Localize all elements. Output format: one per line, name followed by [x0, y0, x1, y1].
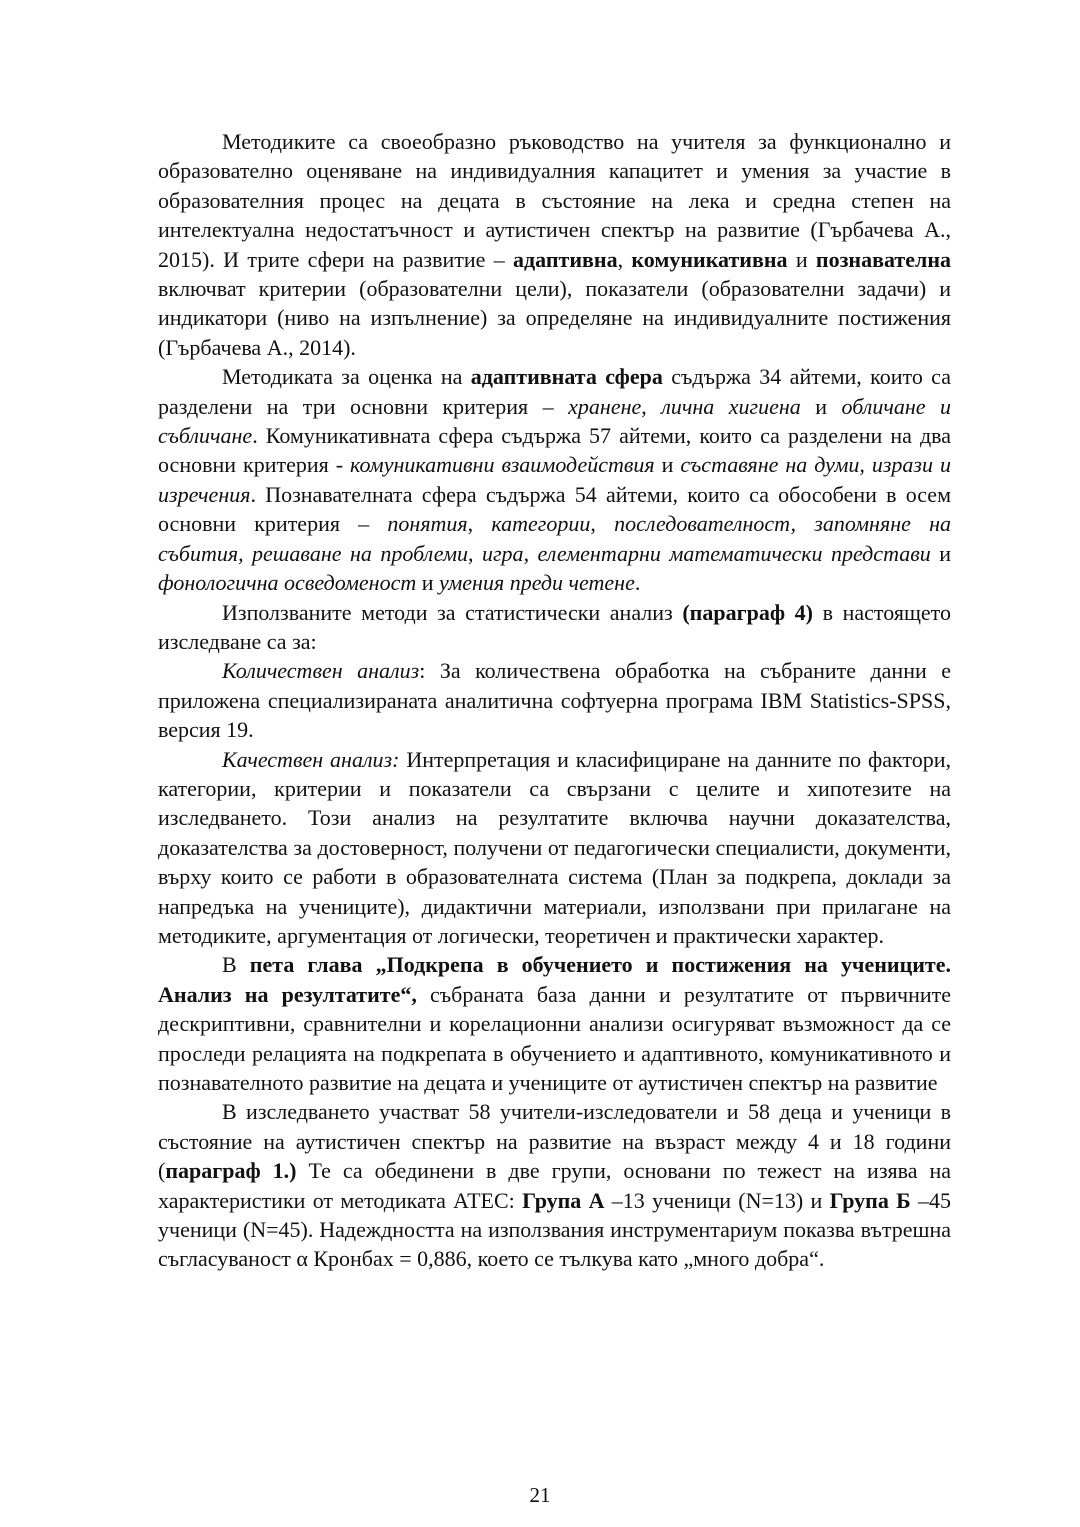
italic-run: Количествен анализ [222, 658, 420, 684]
bold-run: адаптивна [513, 246, 618, 272]
paragraph-qualitative-analysis [158, 745, 951, 951]
text-run: Методиките са своеобразно ръководство на учителя за функционално и образователно оценяване на индивидуалния капацитет и умения за участие в образователния процес на децата в състояние на лека и средна степен на интелектуална недостатъчност и аутистичен спектър на развитие (Гърбачева А., 2015). И трите сфери на развитие – [158, 129, 951, 272]
italic-run: съставяне на думи, изрази и изречения [158, 452, 951, 507]
italic-run: понятия [387, 511, 468, 537]
text-run: . Познавателната сфера съдържа 54 айтеми, които са обособени в осем основни критерия – [158, 481, 951, 537]
text-run: и [930, 540, 952, 566]
text-run: Използваните методи за статистически анализ [222, 599, 683, 625]
page-body [158, 127, 951, 1274]
text-run: и [416, 570, 440, 596]
text-run: : За количествена обработка на събраните данни е приложена специализираната аналитична софтуерна програма IBM Statistics-SPSS, версия 19. [158, 658, 951, 743]
italic-run: игра [481, 540, 524, 566]
text-run: –13 ученици (N=13) и [604, 1187, 830, 1213]
italic-run: хранене [568, 393, 642, 419]
text-run: Методиката за оценка на [222, 364, 471, 390]
text-run: в настоящето изследване са за: [158, 599, 951, 654]
italic-run: умения преди четене [439, 570, 635, 596]
text-run: и [787, 246, 816, 272]
bold-run: познавателна [815, 246, 951, 272]
text-run: В [222, 952, 250, 978]
paragraph-chapter-five [158, 950, 951, 1097]
italic-run: лична хигиена [661, 393, 801, 419]
text-run: Интерпретация и класифициране на данните по фактори, категории, критерии и показатели са свързани с целите и хипотезите на изследването. Този анализ на резултатите включва научни доказателства, доказателства за достоверност, получени от педагогически специалисти, документи, върху които се работи в образователната система (План за подкрепа, доклади за напредъка на учениците), дидактични материали, използвани при прилагане на методиките, аргументация от логически, теоретичен и практически характер. [158, 746, 951, 948]
text-run: и [654, 452, 681, 478]
italic-run: обличане и събличане [158, 393, 952, 449]
text-run: В изследването участват 58 учители-изследователи и 58 деца и ученици в състояние на аутистичен спектър на развитие на възраст между 4 и 18 години ( [158, 1099, 951, 1184]
text-run: –45 ученици (N=45). Надеждността на използвания инструментариум показва вътрешна съгласуваност α Кронбах = 0,886, което се тълкува като „много добра“. [158, 1187, 951, 1272]
text-run: , [641, 393, 662, 419]
paragraph-statistical-methods [158, 598, 951, 657]
bold-run: Група А [522, 1187, 605, 1213]
italic-run: елементарни математически представи [537, 540, 931, 566]
text-run: , [467, 511, 492, 537]
bold-run: (параграф 4) [682, 599, 813, 625]
italic-run: фонологична осведоменост [158, 570, 417, 596]
italic-run: категории [491, 511, 591, 537]
italic-run: комуникативни взаимодействия [350, 452, 655, 478]
text-run: и [800, 393, 842, 419]
paragraph-participants [158, 1097, 951, 1273]
bold-run: пета глава „Подкрепа в обучението и постижения на учениците. Анализ на резултатите“, [158, 952, 951, 1007]
text-run: събраната база данни и резултатите от първичните дескриптивни, сравнителни и корелационни анализи осигуряват възможност да се проследи релацията на подкрепата в обучението и адаптивното, комуникативното и познавателното развитие на децата и учениците от аутистичен спектър на развитие [158, 981, 951, 1095]
bold-run: параграф 1.) [165, 1158, 297, 1184]
paragraph-quantitative-analysis [158, 656, 951, 744]
bold-run: Група Б [829, 1187, 911, 1213]
italic-run: Качествен анализ: [222, 746, 400, 772]
text-run: , [523, 540, 538, 566]
text-run: съдържа 34 айтеми, които са разделени на три основни критерия – [158, 364, 951, 419]
bold-run: комуникативна [631, 246, 788, 272]
text-run: , [590, 511, 615, 537]
text-run: включват критерии (образователни цели), показатели (образователни задачи) и индикатори (ниво на изпълнение) за определяне на индивидуалните постижения (Гърбачева А., 2014). [158, 276, 951, 360]
page-number: 21 [529, 1483, 551, 1507]
paragraph-adaptive-sphere [158, 362, 951, 597]
paragraph-methodology-intro [158, 127, 951, 362]
text-run: , [467, 540, 482, 566]
text-run: Те са обединени в две групи, основани по тежест на изява на характеристики от методиката АТЕС: [158, 1158, 952, 1213]
text-run: . [634, 570, 641, 596]
text-run: . Комуникативната сфера съдържа 57 айтеми, които са разделени на два основни критерия - [158, 423, 951, 478]
bold-run: адаптивната сфера [470, 364, 663, 390]
text-run: , [617, 246, 632, 272]
italic-run: последователност, запомняне на събития, решаване на проблеми [158, 511, 952, 566]
